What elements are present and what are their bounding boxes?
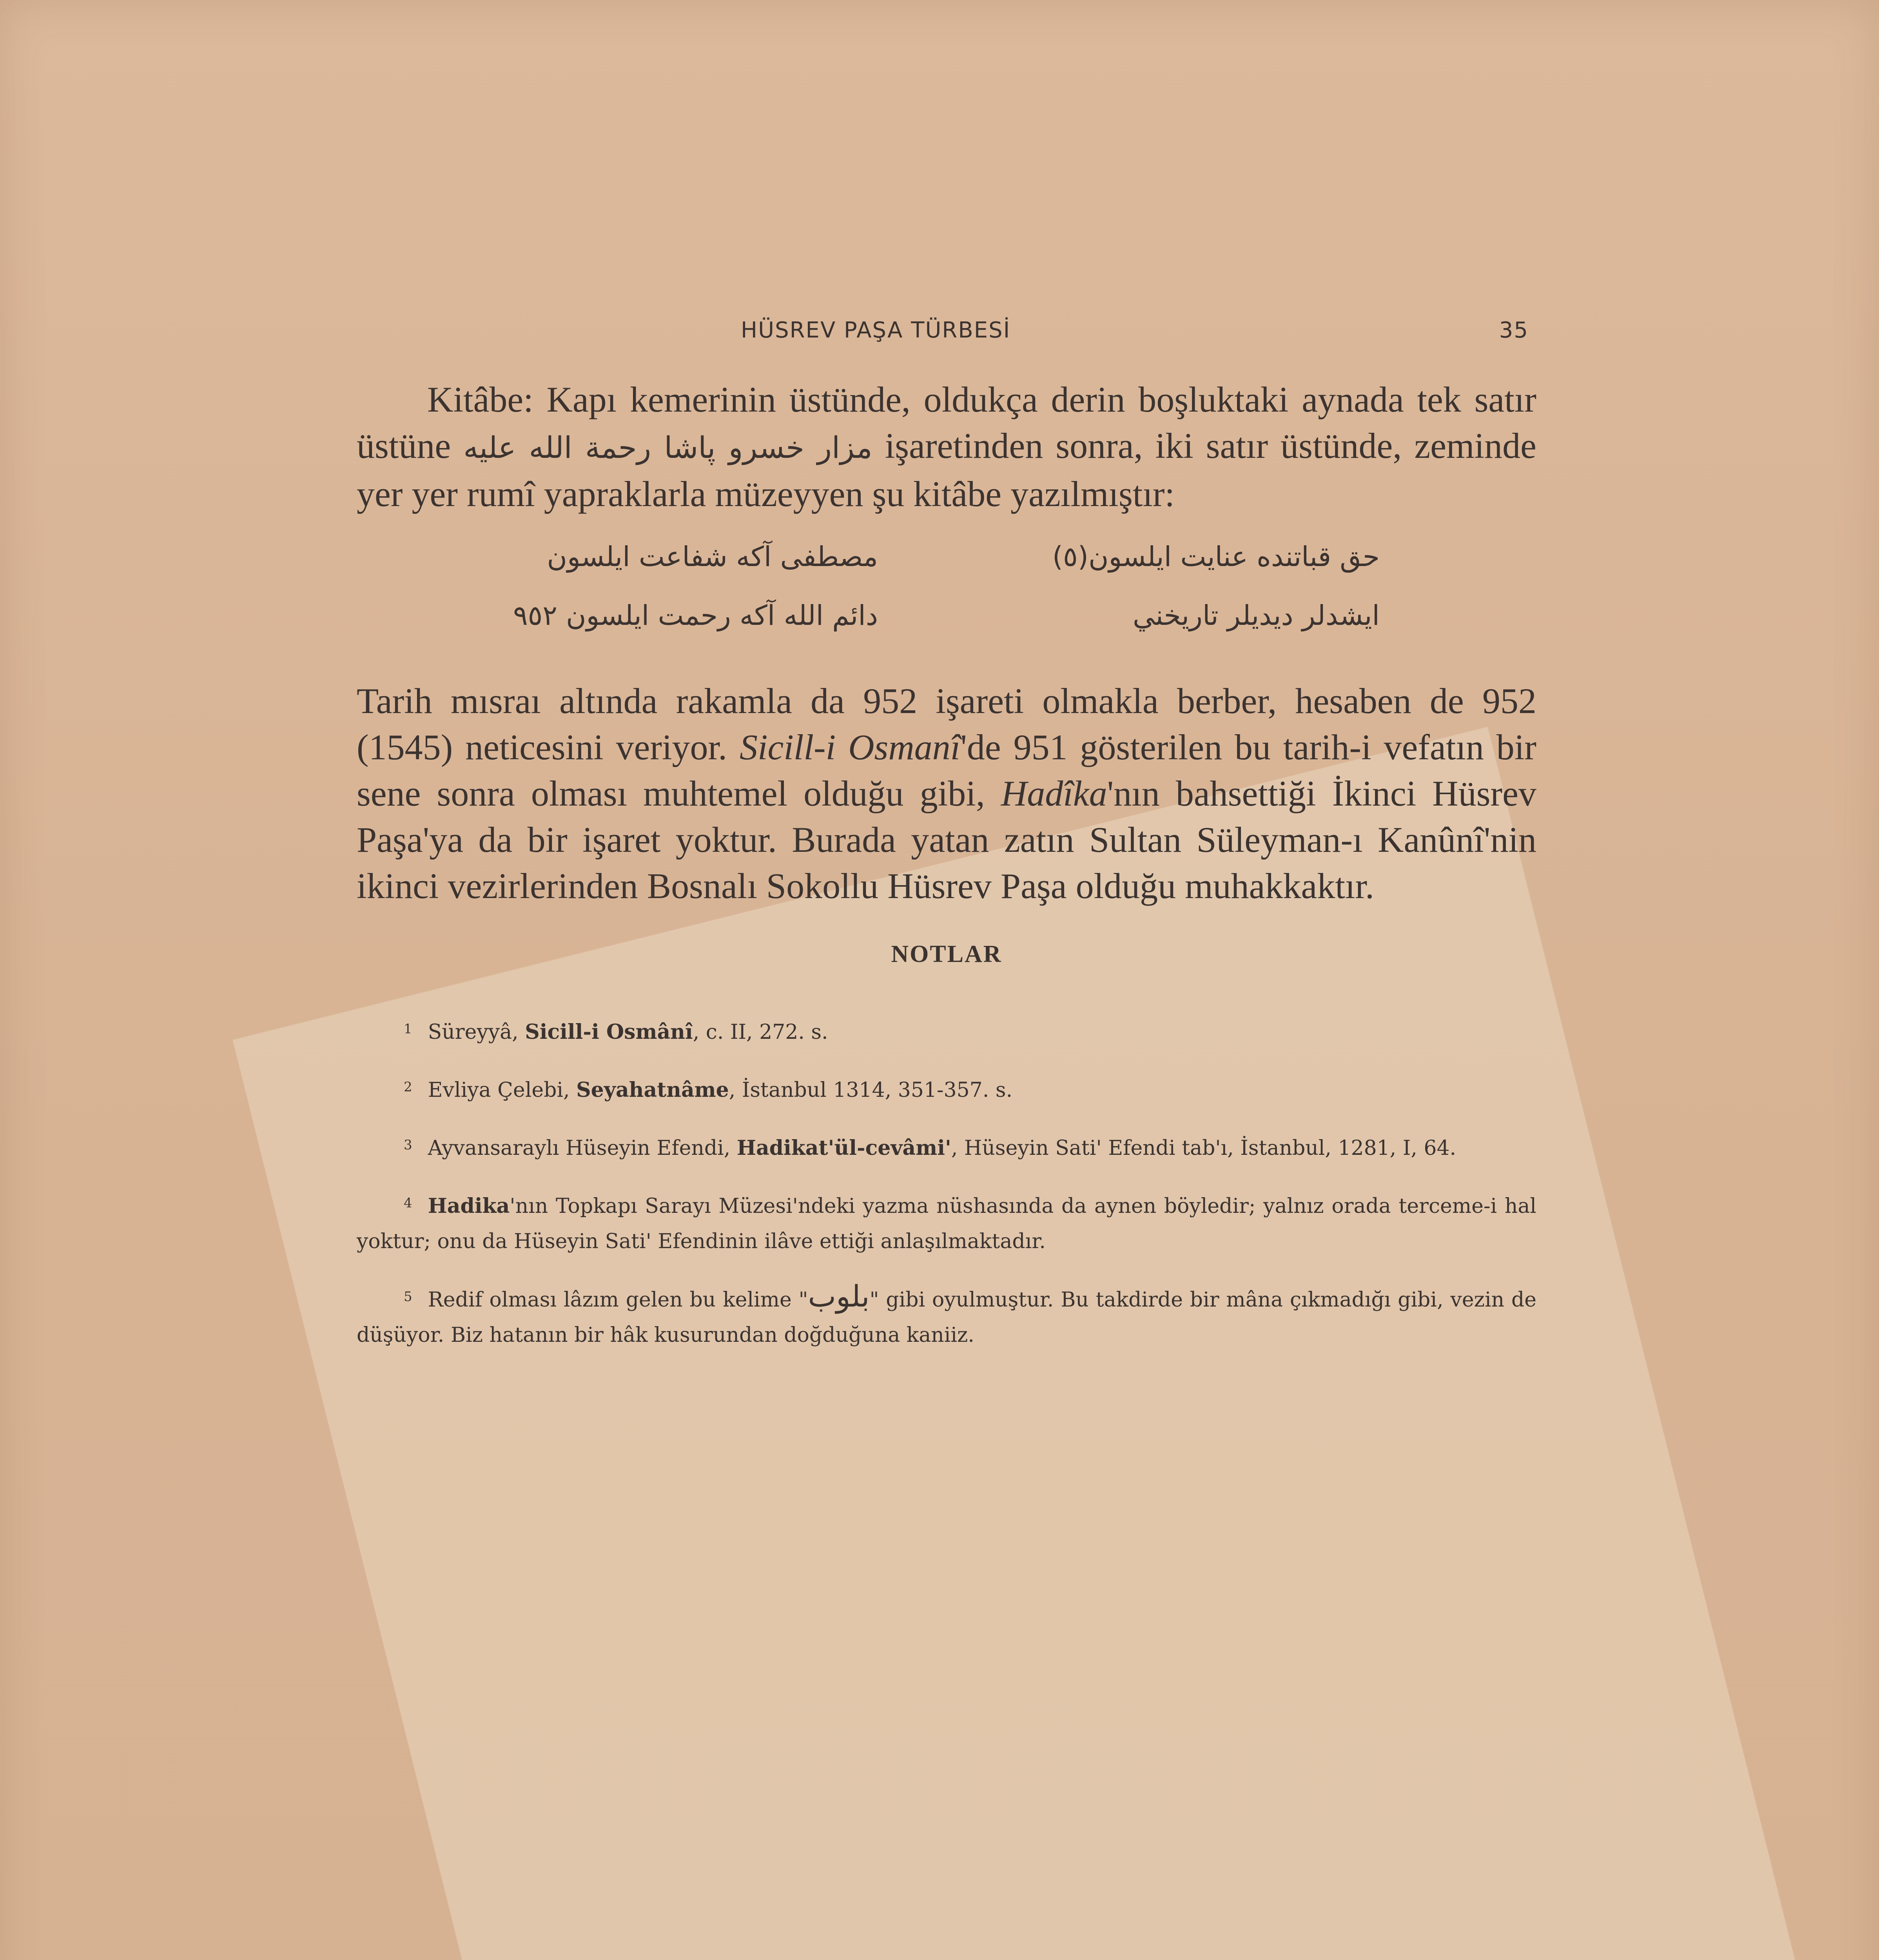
footnote-4 bbox=[357, 1185, 1536, 1259]
footnote-3-title: Hadikat'ül-cevâmi' bbox=[736, 1136, 951, 1160]
footnote-2-ref: , İstanbul 1314, 351-357. s. bbox=[729, 1078, 1013, 1102]
sicill-osmani-title: Sicill-i Osmanî bbox=[739, 727, 961, 767]
footnote-3 bbox=[357, 1127, 1536, 1166]
footnote-3-text: Ayvansaraylı Hüseyin Efendi, bbox=[428, 1136, 737, 1160]
footnote-5 bbox=[357, 1279, 1536, 1353]
verse-line-1-right: حق قباتنده عنايت ايلسون(٥) bbox=[1052, 541, 1380, 573]
footnote-5-number: 5 bbox=[404, 1289, 412, 1305]
footnote-3-ref: , Hüseyin Sati' Efendi tab'ı, İstanbul, 1281, I, 64. bbox=[951, 1136, 1456, 1160]
kitabe-arabic-inscription: مزار خسرو پاشا رحمة الله عليه bbox=[463, 430, 872, 465]
date-text-c: 'nın bahsettiği İkinci Hüsrev Paşa'ya da bir işaret yoktur. Burada yatan zatın Sultan Süleyman-ı Kanûnî'nin ikinci vezirlerinden Bosnalı Sokollu Hüsrev Paşa olduğu muhakkaktır. bbox=[357, 773, 1537, 906]
page-content bbox=[357, 302, 1536, 1372]
hadika-title: Hadîka bbox=[1001, 773, 1107, 813]
footnote-5-arabic-word: بلوب bbox=[808, 1279, 870, 1314]
footnote-5-text-b: " gibi oyulmuştur. Bu takdirde bir mâna çıkmadığı gibi, vezin de düşüyor. Biz hatanın bir hâk kusurundan doğduğuna kaniiz. bbox=[357, 1288, 1536, 1347]
date-text-a: Tarih mısraı altında rakamla da 952 işareti olmakla berber, hesaben de 952 (1545) neticesini veriyor. bbox=[357, 681, 1536, 767]
footnote-2-number: 2 bbox=[404, 1079, 412, 1095]
footnote-2 bbox=[357, 1069, 1536, 1108]
verse-line-1-left: مصطفى آكه شفاعت ايلسون bbox=[547, 541, 878, 573]
footnote-2-text: Evliya Çelebi, bbox=[428, 1078, 577, 1102]
footnote-1 bbox=[357, 1011, 1536, 1050]
kitabe-text-start: Kitâbe: Kapı kemerinin üstünde, oldukça derin boşluktaki aynada tek satır üstüne bbox=[357, 379, 1536, 466]
running-head-title: HÜSREV PAŞA TÜRBESİ bbox=[741, 318, 1011, 343]
date-text-b: 'de 951 gösterilen bu tarih-i vefatın bir sene sonra olması muhtemel olduğu gibi, bbox=[357, 727, 1536, 813]
footnote-4-text: 'nın Topkapı Sarayı Müzesi'ndeki yazma nüshasında da aynen böyledir; yalnız orada terceme-i hal yoktur; onu da Hüseyin Sati' Efendinin ilâve ettiği anlaşılmaktadır. bbox=[357, 1194, 1536, 1253]
inscription-verse bbox=[357, 533, 1536, 662]
date-paragraph bbox=[357, 678, 1536, 909]
verse-line-2-right: ايشدلر ديديلر تاريخني bbox=[1133, 599, 1380, 632]
footnote-1-title: Sicill-i Osmânî bbox=[525, 1020, 693, 1044]
footnote-1-ref: , c. II, 272. s. bbox=[693, 1020, 828, 1044]
footnote-3-number: 3 bbox=[404, 1137, 412, 1153]
footnote-4-number: 4 bbox=[404, 1195, 412, 1211]
page-number: 35 bbox=[1499, 318, 1529, 343]
footnote-4-title: Hadika bbox=[428, 1194, 510, 1218]
kitabe-text-end: işaretinden sonra, iki satır üstünde, zeminde yer yer rumî yapraklarla müzeyyen şu kitâbe yazılmıştır: bbox=[357, 426, 1536, 514]
footnote-1-number: 1 bbox=[404, 1021, 412, 1037]
running-head bbox=[357, 302, 1536, 349]
verse-line-2-left: دائم الله آكه رحمت ايلسون ٩٥٢ bbox=[513, 599, 878, 632]
kitabe-paragraph bbox=[357, 376, 1536, 517]
footnote-2-title: Seyahatnâme bbox=[576, 1078, 729, 1102]
footnote-5-text-a: Redif olması lâzım gelen bu kelime " bbox=[428, 1288, 808, 1312]
footnote-1-text: Süreyyâ, bbox=[428, 1020, 525, 1044]
notes-heading: NOTLAR bbox=[891, 941, 1002, 967]
